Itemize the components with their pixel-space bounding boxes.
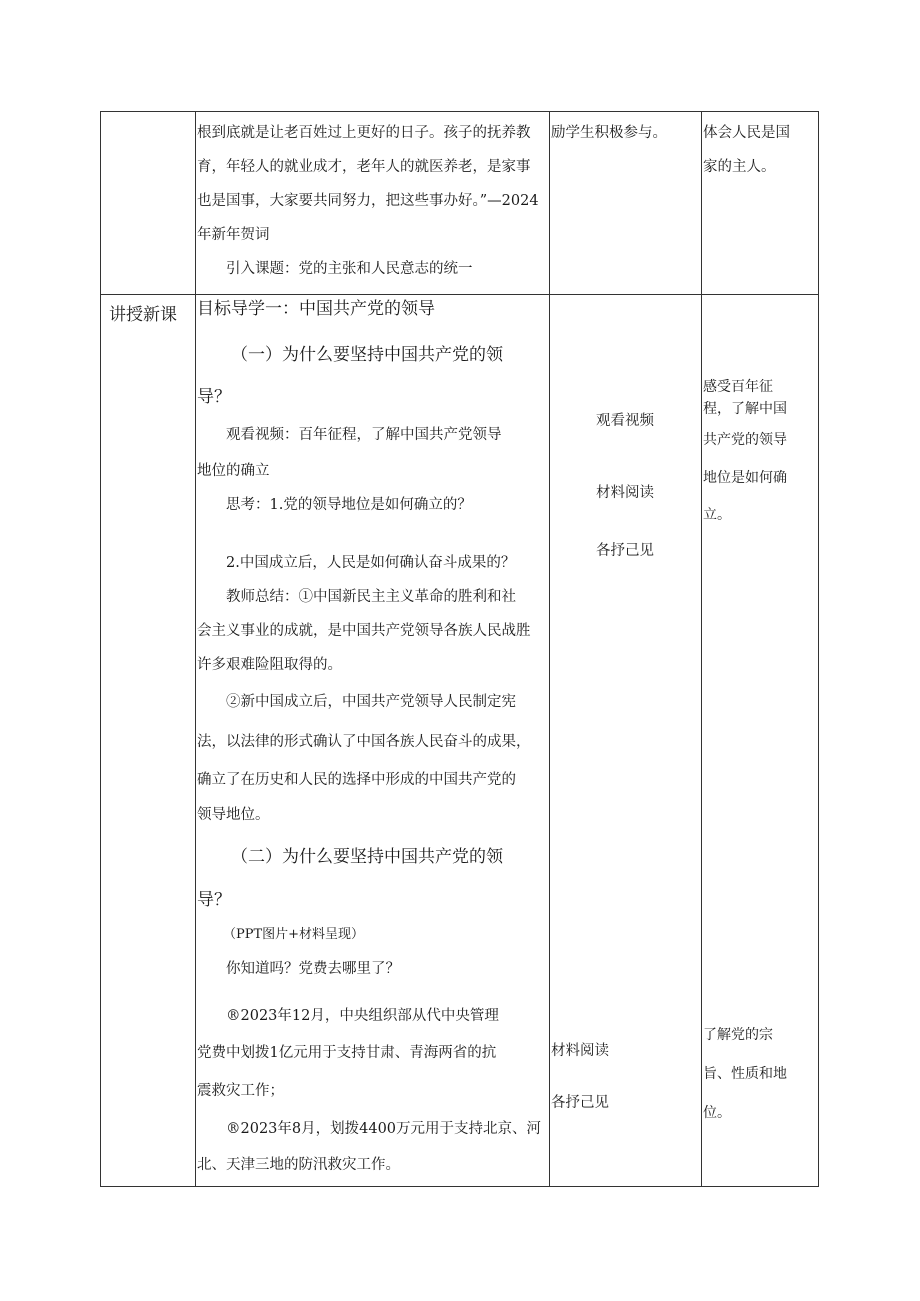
summary-line: 许多艰难险阻取得的。 — [197, 657, 342, 673]
activity-text: 励学生积极参与。 — [551, 125, 667, 141]
intent-line: 了解党的宗 — [703, 1027, 773, 1043]
activity-read-material: 材料阅读 — [596, 485, 654, 501]
column-divider-3 — [701, 112, 702, 1186]
intent-line: 旨、性质和地 — [703, 1066, 787, 1082]
row1-activity-cell — [551, 116, 699, 150]
stage-label: 讲授新课 — [109, 305, 177, 325]
question-2-line: 导？ — [197, 890, 231, 910]
question-2-line: （二）为什么要坚持中国共产党的领 — [231, 847, 503, 867]
intent-line: 共产党的领导 — [703, 432, 787, 448]
activity-share-views: 各抒己见 — [596, 543, 654, 559]
ask-line: 你知道吗？党费去哪里了？ — [226, 961, 400, 977]
point-2-line: 确立了在历史和人民的选择中形成的中国共产党的 — [197, 772, 516, 788]
point-2-line: 法，以法律的形式确认了中国各族人民奋斗的成果， — [197, 734, 531, 750]
content-line: 年新年贺词 — [197, 227, 270, 243]
intent-line: 家的主人。 — [703, 159, 776, 175]
content-line: 根到底就是让老百姓过上更好的日子。孩子的抚养教 — [197, 125, 531, 141]
intent-line: 立。 — [703, 507, 731, 523]
fact-2-line: ®2023年8月，划拨4400万元用于支持北京、河 — [226, 1121, 542, 1137]
lesson-plan-table — [100, 111, 819, 1187]
column-divider-1 — [195, 112, 196, 1186]
video-line: 地位的确立 — [197, 463, 270, 479]
point-2-line: 领导地位。 — [197, 807, 270, 823]
fact-1-line: 党费中划拨1亿元用于支持甘肃、青海两省的抗 — [197, 1045, 497, 1061]
column-divider-2 — [549, 112, 550, 1186]
intent-line: 地位是如何确 — [703, 470, 787, 486]
video-line: 观看视频：百年征程，了解中国共产党领导 — [226, 427, 502, 443]
fact-1-line: 震救灾工作； — [197, 1083, 284, 1099]
intent-2-cell — [703, 1016, 817, 1133]
row1-content-cell — [197, 116, 549, 286]
intent-line: 体会人民是国 — [703, 125, 790, 141]
activity-read-material-2: 材料阅读 — [551, 1043, 609, 1059]
question-1-line: 导？ — [197, 387, 231, 407]
question-1-line: （一）为什么要坚持中国共产党的领 — [231, 345, 503, 365]
content-line: 育，年轻人的就业成才，老年人的就医养老，是家事 — [197, 159, 531, 175]
fact-2-line: 北、天津三地的防汛救灾工作。 — [197, 1157, 400, 1173]
think-question-1: 思考：1.党的领导地位是如何确立的？ — [226, 497, 472, 513]
activity-share-views-2: 各抒己见 — [551, 1095, 609, 1111]
fact-1-line: ®2023年12月，中央组织部从代中央管理 — [226, 1008, 499, 1024]
learning-goal: 目标导学一：中国共产党的领导 — [197, 299, 435, 319]
summary-line: 会主义事业的成就，是中国共产党领导各族人民战胜 — [197, 623, 531, 639]
intent-line: 感受百年征 — [703, 379, 773, 395]
row2-content-cell — [197, 294, 549, 1182]
summary-line: 教师总结：①中国新民主主义革命的胜利和社 — [226, 589, 516, 605]
ppt-note: （PPT图片+材料呈现） — [223, 927, 365, 942]
row1-intent-cell — [703, 116, 817, 184]
point-2-line: ②新中国成立后，中国共产党领导人民制定宪 — [226, 694, 516, 710]
intent-line: 程，了解中国 — [703, 401, 787, 417]
think-question-2: 2.中国成立后，人民是如何确认奋斗成果的？ — [226, 555, 516, 571]
activity-watch-video: 观看视频 — [596, 413, 654, 429]
content-line: 也是国事，大家要共同努力，把这些事办好。”—2024 — [197, 193, 539, 209]
intent-line: 位。 — [703, 1105, 731, 1121]
lesson-topic-intro: 引入课题：党的主张和人民意志的统一 — [226, 261, 473, 277]
intent-1-cell — [703, 376, 817, 534]
